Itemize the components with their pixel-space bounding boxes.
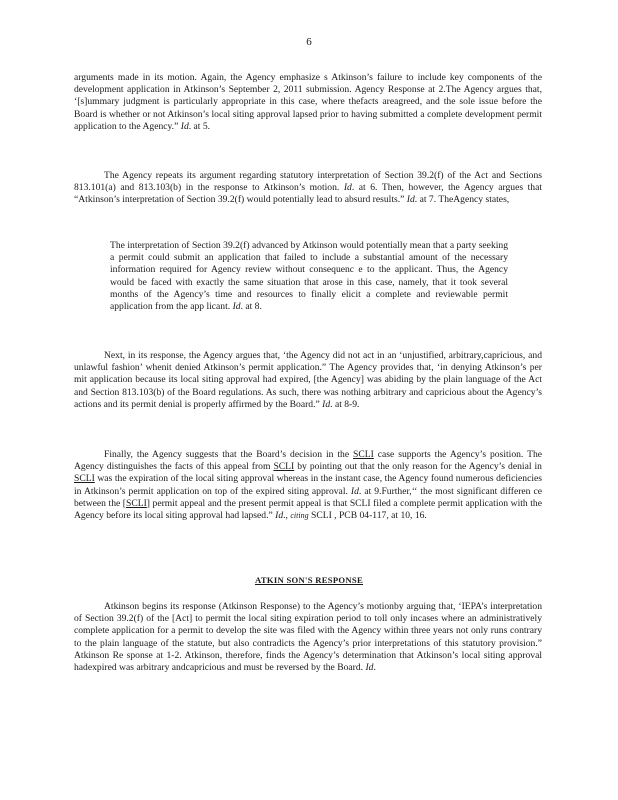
paragraph-text: SCLI , PCB 04-117, at 10, 16. [310,510,427,522]
paragraph-text: Next, in its response, the Agency argues that, ‘the Agency did not act in an ‘unjustified, arbitrary,capricious, and unlawful fashion’ whenit denied Atkinson’s permit application.” The Agency provides that, ‘in denying Atkinson’s per mit application because its local siting approval had expired, [the Agency] was abiding by the plain language of the Act and Section 813.103(b) of the Board regulations. As such, there was nothing arbitrary and capricious about the Agency’s actions and its permit denial is properly affirmed by the Board.” [74,350,542,410]
paragraph-text: Finally, the Agency suggests that the Board’s decision in the [104,449,350,460]
paragraph-text: by pointing out that the only reason for the Agency’s denial in [297,461,542,473]
citation-id: Id [232,301,241,313]
paragraph-text: arguments made in its motion. Again, the Agency emphasize s Atkinson’s failure to include key components of the development application in Atkinson’s September 2, 2011 submission. Agency Response at 2.The Agency argues that, ‘[s]ummary judgment is particularly appropriate in this case, where thefacts areagreed, and the sole issue before the Board is whether or not Atkinson’s local siting approval lapsed prior to having submitted a complete development permit application to the Agency.” [74,72,542,132]
citation-tail: . at 8-9. [330,398,360,410]
citation-id: Id [322,398,331,410]
paragraph-text: . at 7. TheAgency states, [414,194,510,206]
paragraph-text: was the expiration of the local siting approval whereas in the instant case, the Agency found numerous deficiencies in Atkinson’s permit application on top of the expired siting approval. [74,473,542,497]
paragraph-text: The Agency repeats its argument regarding statutory interpretation of Section 39.2(f) of the Act and Sections 813.101(a) and 813.103(b) in the response to Atkinson’s motion. [74,170,542,194]
paragraph-atkinson-response [74,601,542,674]
case-name: SCLI [273,461,295,473]
case-name: SCLI [126,497,147,509]
section-heading [0,575,618,585]
page-number: 6 [306,36,312,48]
citation-id: Id [275,510,284,522]
block-quote [110,240,508,313]
citing-signal: citing [290,511,309,521]
paragraph-text: . at 9.Further,‘‘ the most significant differen ce between the [ [74,485,542,509]
paragraph-agency-summary [74,72,542,133]
quote-text: The interpretation of Section 39.2(f) advanced by Atkinson would potentially mean that a party seeking a permit could submit an application that failed to include a substantial amount of the necessary information required for Agency review without consequenc e to the applicant. Thus, the Agency would be faced with exactly the same situation that arose in this case, namely, that it took several months of the Agency’s time and resources to finally elicit a complete and reviewable permit application from the app licant. [110,240,508,313]
paragraph-arbitrary-capricious [74,350,542,411]
paragraph-text: . at 6. Then, however, the Agency argues that “Atkinson’s interpretation of Section 39.2(f) would potentially lead to absurd results.” [74,182,542,206]
citation-tail: . [373,662,376,674]
paragraph-scli-case [74,449,542,522]
citation-id: Id [350,485,359,497]
citation-id: Id [343,182,352,194]
case-name: SCLI [74,473,95,485]
paragraph-text: ., [283,510,288,522]
citation-tail: . at 5. [188,120,211,132]
paragraph-statutory-interpretation [74,170,542,207]
paragraph-text: case supports the Agency’s position. The Agency distinguishes the facts of this appeal from [74,449,542,473]
paragraph-text: Atkinson begins its response (Atkinson Response) to the Agency’s motionby arguing that, ‘IEPA’s interpretation of Section 39.2(f) of the [Act] to permit the local siting expiration period to toll only incases where an administratively complete application for a permit to develop the site was filed with the Agency within three years not only runs contrary to the plain language of the statute, but also contradicts the Agency’s prior interpretations of this statutory provision.” Atkinson Re sponse at 1-2. Atkinson, therefore, finds the Agency’s determination that Atkinson’s local siting approval hadexpired was arbitrary andcapricious and must be reversed by the Board. [74,601,542,674]
citation-id: Id [365,662,374,674]
paragraph-text: ] permit appeal and the present permit appeal is that SCLI filed a complete permit application with the Agency before its local siting approval had lapsed.” [74,497,542,522]
case-name: SCLI [353,449,374,460]
citation-id: Id [406,194,415,206]
citation-id: Id [180,120,189,132]
section-heading-text: ATKIN SON'S RESPONSE [254,575,364,585]
citation-tail: . at 8. [240,301,262,313]
